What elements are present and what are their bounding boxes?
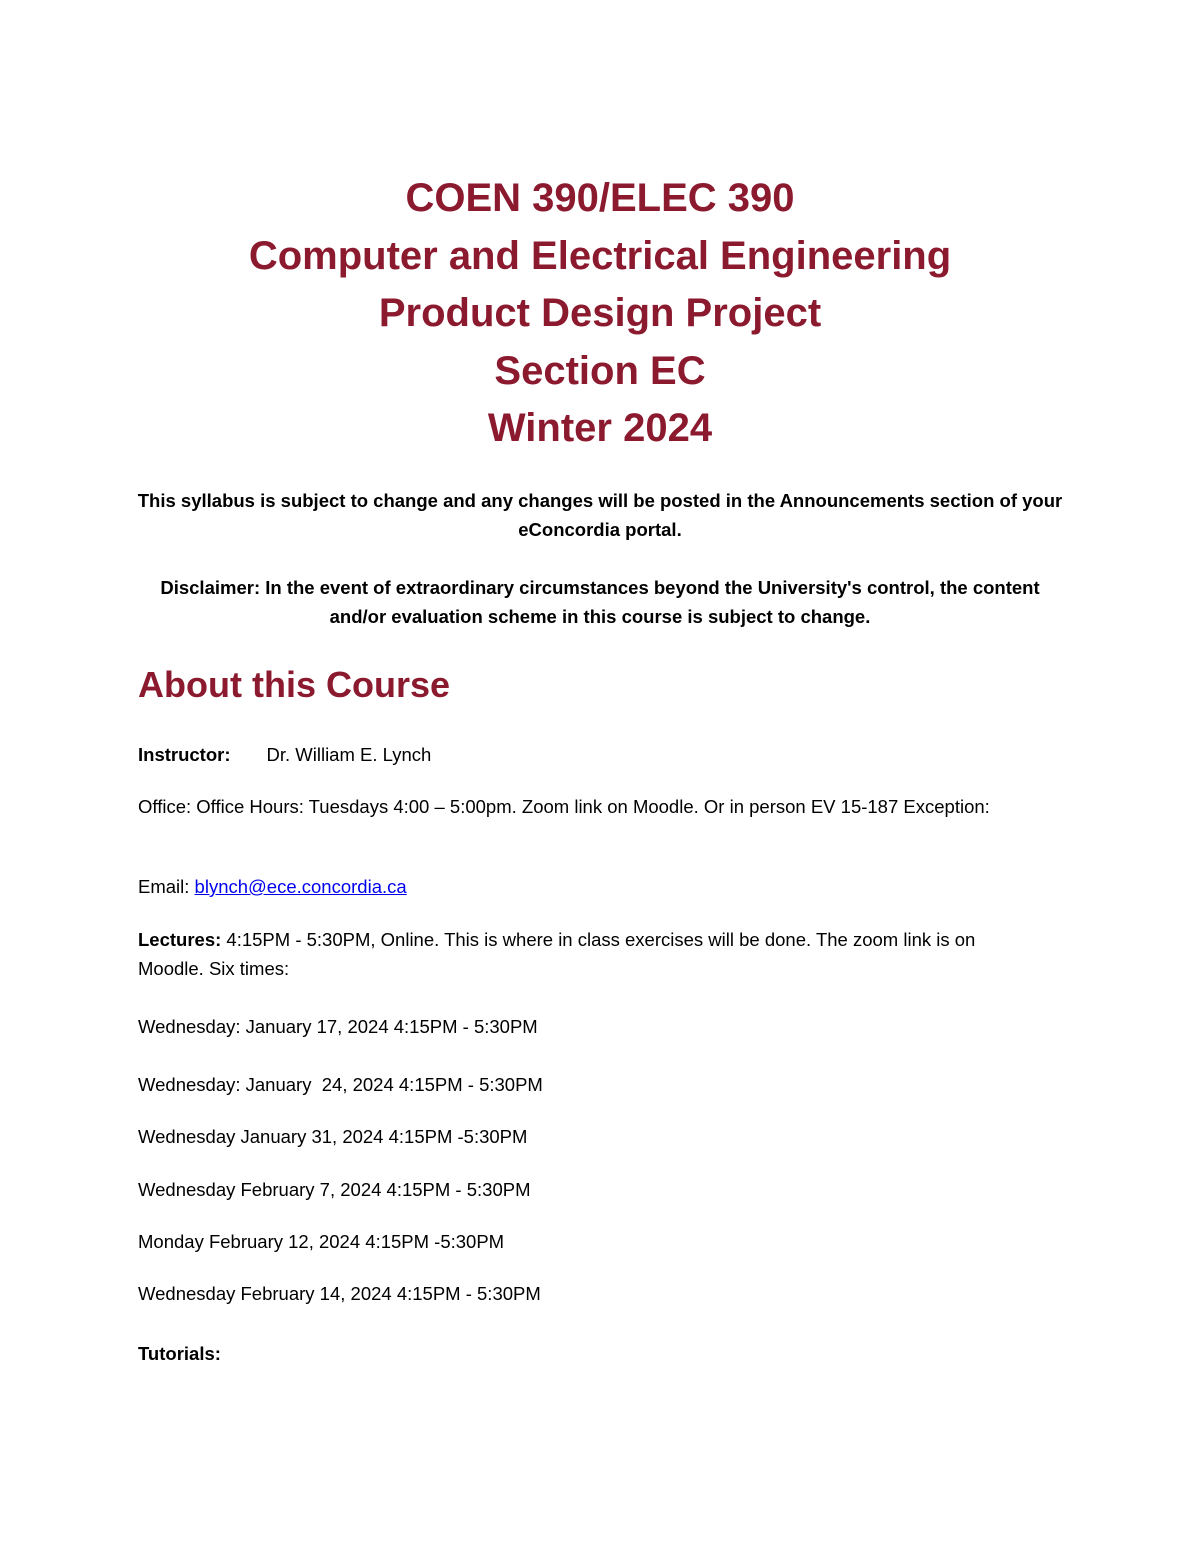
email-row [138,873,1038,902]
term-title: Winter 2024 [487,406,713,450]
instructor-row [138,741,1038,770]
lecture-date-item: Wednesday January 31, 2024 4:15PM -5:30PM [138,1126,528,1147]
tutorials-label: Tutorials: [138,1343,221,1364]
lectures-label: Lectures: [138,929,222,950]
email-link[interactable]: blynch@ece.concordia.ca [194,876,407,897]
lecture-date-item: Wednesday: January 17, 2024 4:15PM - 5:30PM [138,1016,538,1037]
course-subtitle: Product Design Project [378,291,822,335]
lectures-description: 4:15PM - 5:30PM, Online. This is where in class exercises will be done. The zoom link is on Moodle. Six times: [138,929,976,979]
about-course-heading: About this Course [138,664,450,705]
instructor-name: Dr. William E. Lynch [266,744,432,765]
office-hours-text: Office: Office Hours: Tuesdays 4:00 – 5:00pm. Zoom link on Moodle. Or in person EV 15-187 Exception: [138,796,990,817]
lectures-row [138,926,1038,983]
lecture-date-item: Wednesday February 14, 2024 4:15PM - 5:30PM [138,1283,541,1304]
section-title: Section EC [494,348,706,393]
course-code-title: COEN 390/ELEC 390 [405,176,795,220]
disclaimer-notice: Disclaimer: In the event of extraordinary circumstances beyond the University's control, the content and/or evaluation scheme in this course is subject to change. [160,577,1040,627]
course-name-title: Computer and Electrical Engineering [248,233,952,278]
lecture-date-item: Wednesday February 7, 2024 4:15PM - 5:30PM [138,1179,531,1200]
syllabus-change-notice: This syllabus is subject to change and any changes will be posted in the Announcements section of your eConcordia portal. [137,490,1063,540]
instructor-label: Instructor: [138,744,231,765]
email-label: Email: [138,876,195,897]
lecture-date-item: Monday February 12, 2024 4:15PM -5:30PM [138,1231,505,1252]
course-title-block [0,170,1200,458]
lecture-date-item: Wednesday: January 24, 2024 4:15PM - 5:30PM [138,1074,543,1095]
